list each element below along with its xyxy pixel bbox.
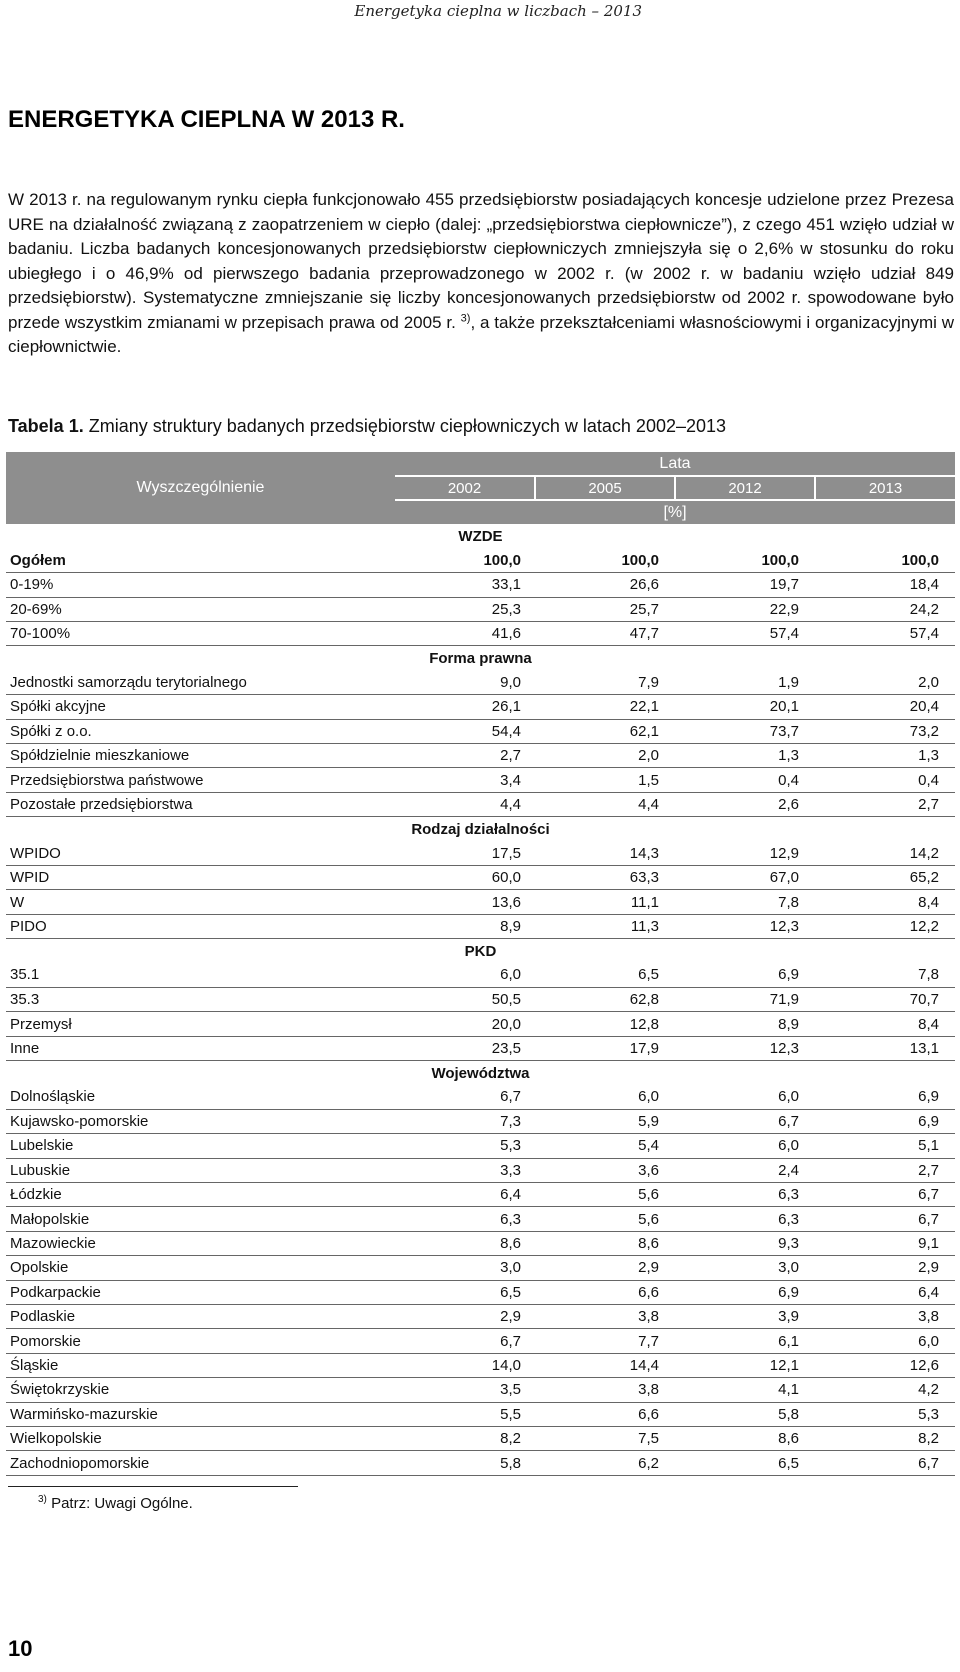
value-cell: 8,2 <box>815 1426 955 1450</box>
table-row <box>6 1109 955 1133</box>
row-label: Mazowieckie <box>6 1231 395 1255</box>
value-cell: 7,8 <box>675 890 815 914</box>
value-cell: 50,5 <box>395 987 535 1011</box>
value-cell: 70,7 <box>815 987 955 1011</box>
row-label: Spółki z o.o. <box>6 719 395 743</box>
row-label: W <box>6 890 395 914</box>
table-row <box>6 1378 955 1402</box>
value-cell: 26,1 <box>395 695 535 719</box>
value-cell: 6,0 <box>675 1085 815 1109</box>
value-cell: 13,1 <box>815 1036 955 1060</box>
value-cell: 6,7 <box>395 1085 535 1109</box>
value-cell: 1,9 <box>675 670 815 694</box>
row-label: Inne <box>6 1036 395 1060</box>
value-cell: 8,6 <box>675 1426 815 1450</box>
value-cell: 22,1 <box>535 695 675 719</box>
row-label: Małopolskie <box>6 1207 395 1231</box>
value-cell: 3,8 <box>535 1378 675 1402</box>
value-cell: 14,3 <box>535 841 675 865</box>
value-cell: 8,9 <box>675 1012 815 1036</box>
table-row <box>6 841 955 865</box>
table-row <box>6 670 955 694</box>
value-cell: 5,6 <box>535 1183 675 1207</box>
table-caption-text: Zmiany struktury badanych przedsiębiorstw ciepłowniczych w latach 2002–2013 <box>83 416 727 436</box>
value-cell: 33,1 <box>395 573 535 597</box>
value-cell: 20,0 <box>395 1012 535 1036</box>
row-label: Spółki akcyjne <box>6 695 395 719</box>
row-label: Podkarpackie <box>6 1280 395 1304</box>
table-row <box>6 987 955 1011</box>
section-header-row <box>6 1061 955 1085</box>
row-label: 0-19% <box>6 573 395 597</box>
value-cell: 4,1 <box>675 1378 815 1402</box>
value-cell: 17,5 <box>395 841 535 865</box>
row-label: Jednostki samorządu terytorialnego <box>6 670 395 694</box>
row-label: PIDO <box>6 914 395 938</box>
value-cell: 6,9 <box>675 1280 815 1304</box>
value-cell: 6,2 <box>535 1451 675 1475</box>
table-row <box>6 963 955 987</box>
section-title: WZDE <box>6 524 955 548</box>
value-cell: 57,4 <box>675 622 815 646</box>
value-cell: 4,4 <box>395 792 535 816</box>
value-cell: 0,4 <box>815 768 955 792</box>
value-cell: 65,2 <box>815 865 955 889</box>
value-cell: 12,9 <box>675 841 815 865</box>
value-cell: 12,3 <box>675 914 815 938</box>
row-label: Przedsiębiorstwa państwowe <box>6 768 395 792</box>
row-label: Spółdzielnie mieszkaniowe <box>6 744 395 768</box>
value-cell: 25,7 <box>535 597 675 621</box>
footnote-marker: 3) <box>38 1494 47 1505</box>
value-cell: 6,0 <box>815 1329 955 1353</box>
section-header-row <box>6 939 955 963</box>
value-cell: 6,5 <box>675 1451 815 1475</box>
table-row <box>6 890 955 914</box>
value-cell: 1,3 <box>675 744 815 768</box>
value-cell: 7,7 <box>535 1329 675 1353</box>
value-cell: 6,3 <box>675 1183 815 1207</box>
footnote-text: Patrz: Uwagi Ogólne. <box>46 1495 193 1512</box>
value-cell: 8,2 <box>395 1426 535 1450</box>
row-label: WPID <box>6 865 395 889</box>
section-title: PKD <box>6 939 955 963</box>
row-label: Wielkopolskie <box>6 1426 395 1450</box>
value-cell: 6,0 <box>395 963 535 987</box>
value-cell: 3,0 <box>675 1256 815 1280</box>
row-label: WPIDO <box>6 841 395 865</box>
data-table <box>6 452 955 1476</box>
value-cell: 5,1 <box>815 1134 955 1158</box>
section-title: Rodzaj działalności <box>6 817 955 841</box>
value-cell: 73,7 <box>675 719 815 743</box>
row-label: Opolskie <box>6 1256 395 1280</box>
row-label: Podlaskie <box>6 1305 395 1329</box>
value-cell: 2,4 <box>675 1158 815 1182</box>
table-row <box>6 1451 955 1475</box>
row-label: Lubelskie <box>6 1134 395 1158</box>
value-cell: 26,6 <box>535 573 675 597</box>
row-label: Świętokrzyskie <box>6 1378 395 1402</box>
value-cell: 18,4 <box>815 573 955 597</box>
value-cell: 13,6 <box>395 890 535 914</box>
value-cell: 5,3 <box>395 1134 535 1158</box>
value-cell: 60,0 <box>395 865 535 889</box>
value-cell: 6,4 <box>395 1183 535 1207</box>
table-row <box>6 719 955 743</box>
row-label: Śląskie <box>6 1353 395 1377</box>
value-cell: 11,3 <box>535 914 675 938</box>
value-cell: 41,6 <box>395 622 535 646</box>
section-title: Województwa <box>6 1061 955 1085</box>
section-header-row <box>6 524 955 548</box>
value-cell: 14,2 <box>815 841 955 865</box>
table-row <box>6 1426 955 1450</box>
value-cell: 6,5 <box>395 1280 535 1304</box>
value-cell: 2,9 <box>815 1256 955 1280</box>
value-cell: 24,2 <box>815 597 955 621</box>
table-row <box>6 1280 955 1304</box>
row-label: Zachodniopomorskie <box>6 1451 395 1475</box>
value-cell: 67,0 <box>675 865 815 889</box>
unit-header: [%] <box>395 500 955 524</box>
table-row <box>6 1012 955 1036</box>
table-row <box>6 1353 955 1377</box>
table-row <box>6 573 955 597</box>
row-label: Łódzkie <box>6 1183 395 1207</box>
table-caption <box>8 416 726 437</box>
value-cell: 3,6 <box>535 1158 675 1182</box>
intro-text-part-1: W 2013 r. na regulowanym rynku ciepła funkcjonowało 455 przedsiębiorstw posiadających koncesje udzielone przez Prezesa URE na działalność związaną z zaopatrzeniem w ciepło (dalej: „przedsiębiorstwa ciepłownicze”), z czego 451 wzięło udział w badaniu. Liczba badanych koncesjonowanych przedsiębiorstw ciepłowniczych zmniejszyła się o 2,6% w stosunku do roku ubiegłego i o 46,9% od pierwszego badania przeprowadzonego w 2002 r. (w 2002 r. w badaniu wzięło udział 849 przedsiębiorstw). Systematyczne zmniejszanie się liczby koncesjonowanych przedsiębiorstw od 2002 r. spowodowane było przede wszystkim zmianami w przepisach prawa od 2005 r. <box>8 190 954 332</box>
value-cell: 5,5 <box>395 1402 535 1426</box>
page-number: 10 <box>8 1636 33 1661</box>
value-cell: 62,8 <box>535 987 675 1011</box>
value-cell: 6,5 <box>535 963 675 987</box>
table-row <box>6 792 955 816</box>
table-row <box>6 1329 955 1353</box>
value-cell: 100,0 <box>535 548 675 572</box>
value-cell: 2,6 <box>675 792 815 816</box>
row-label: Pozostałe przedsiębiorstwa <box>6 792 395 816</box>
value-cell: 5,8 <box>675 1402 815 1426</box>
header-row-group <box>6 452 955 476</box>
value-cell: 25,3 <box>395 597 535 621</box>
value-cell: 6,7 <box>395 1329 535 1353</box>
value-cell: 6,3 <box>675 1207 815 1231</box>
value-cell: 6,9 <box>675 963 815 987</box>
footnote-separator <box>8 1486 298 1487</box>
table-row <box>6 622 955 646</box>
value-cell: 5,4 <box>535 1134 675 1158</box>
row-label: Pomorskie <box>6 1329 395 1353</box>
table-row <box>6 548 955 572</box>
value-cell: 3,4 <box>395 768 535 792</box>
value-cell: 54,4 <box>395 719 535 743</box>
value-cell: 9,3 <box>675 1231 815 1255</box>
value-cell: 22,9 <box>675 597 815 621</box>
table-row <box>6 1134 955 1158</box>
value-cell: 2,9 <box>395 1305 535 1329</box>
section-header-row <box>6 817 955 841</box>
value-cell: 12,1 <box>675 1353 815 1377</box>
value-cell: 6,4 <box>815 1280 955 1304</box>
value-cell: 6,7 <box>815 1207 955 1231</box>
table-row <box>6 1158 955 1182</box>
value-cell: 3,0 <box>395 1256 535 1280</box>
table-row <box>6 1036 955 1060</box>
value-cell: 2,7 <box>395 744 535 768</box>
value-cell: 2,7 <box>815 792 955 816</box>
value-cell: 3,9 <box>675 1305 815 1329</box>
value-cell: 1,3 <box>815 744 955 768</box>
row-label: Dolnośląskie <box>6 1085 395 1109</box>
table-caption-label: Tabela 1. <box>8 416 84 436</box>
value-cell: 47,7 <box>535 622 675 646</box>
value-cell: 12,6 <box>815 1353 955 1377</box>
year-header: 2002 <box>395 476 535 500</box>
value-cell: 14,0 <box>395 1353 535 1377</box>
column-header-description: Wyszczególnienie <box>6 452 395 524</box>
table-row <box>6 597 955 621</box>
year-header: 2013 <box>815 476 955 500</box>
row-label: 35.1 <box>6 963 395 987</box>
value-cell: 23,5 <box>395 1036 535 1060</box>
value-cell: 5,9 <box>535 1109 675 1133</box>
value-cell: 6,7 <box>815 1183 955 1207</box>
footnote-reference: 3) <box>460 311 471 324</box>
value-cell: 19,7 <box>675 573 815 597</box>
table-row <box>6 1402 955 1426</box>
value-cell: 14,4 <box>535 1353 675 1377</box>
value-cell: 73,2 <box>815 719 955 743</box>
section-header-row <box>6 646 955 670</box>
table-row <box>6 768 955 792</box>
running-header: Energetyka cieplna w liczbach – 2013 <box>354 2 642 20</box>
value-cell: 62,1 <box>535 719 675 743</box>
value-cell: 12,8 <box>535 1012 675 1036</box>
value-cell: 7,8 <box>815 963 955 987</box>
table-row <box>6 1256 955 1280</box>
table-row <box>6 1183 955 1207</box>
value-cell: 4,4 <box>535 792 675 816</box>
value-cell: 20,1 <box>675 695 815 719</box>
value-cell: 20,4 <box>815 695 955 719</box>
value-cell: 6,3 <box>395 1207 535 1231</box>
value-cell: 0,4 <box>675 768 815 792</box>
value-cell: 9,0 <box>395 670 535 694</box>
value-cell: 6,9 <box>815 1085 955 1109</box>
value-cell: 2,9 <box>535 1256 675 1280</box>
value-cell: 5,8 <box>395 1451 535 1475</box>
value-cell: 71,9 <box>675 987 815 1011</box>
value-cell: 6,0 <box>675 1134 815 1158</box>
value-cell: 4,2 <box>815 1378 955 1402</box>
value-cell: 5,6 <box>535 1207 675 1231</box>
intro-paragraph <box>8 188 954 360</box>
table-row <box>6 1231 955 1255</box>
year-header: 2005 <box>535 476 675 500</box>
value-cell: 100,0 <box>675 548 815 572</box>
value-cell: 6,1 <box>675 1329 815 1353</box>
value-cell: 6,6 <box>535 1402 675 1426</box>
value-cell: 6,7 <box>815 1451 955 1475</box>
value-cell: 6,7 <box>675 1109 815 1133</box>
table-row <box>6 865 955 889</box>
value-cell: 6,6 <box>535 1280 675 1304</box>
row-label: 35.3 <box>6 987 395 1011</box>
value-cell: 5,3 <box>815 1402 955 1426</box>
value-cell: 17,9 <box>535 1036 675 1060</box>
value-cell: 2,0 <box>815 670 955 694</box>
value-cell: 3,3 <box>395 1158 535 1182</box>
value-cell: 8,6 <box>535 1231 675 1255</box>
value-cell: 8,9 <box>395 914 535 938</box>
value-cell: 7,3 <box>395 1109 535 1133</box>
value-cell: 9,1 <box>815 1231 955 1255</box>
table-row <box>6 914 955 938</box>
value-cell: 100,0 <box>815 548 955 572</box>
value-cell: 8,4 <box>815 890 955 914</box>
row-label: Warmińsko-mazurskie <box>6 1402 395 1426</box>
row-label: Ogółem <box>6 548 395 572</box>
value-cell: 100,0 <box>395 548 535 572</box>
table-row <box>6 744 955 768</box>
value-cell: 11,1 <box>535 890 675 914</box>
table-row <box>6 1207 955 1231</box>
value-cell: 12,3 <box>675 1036 815 1060</box>
value-cell: 8,4 <box>815 1012 955 1036</box>
value-cell: 3,8 <box>535 1305 675 1329</box>
row-label: Kujawsko-pomorskie <box>6 1109 395 1133</box>
value-cell: 6,0 <box>535 1085 675 1109</box>
value-cell: 8,6 <box>395 1231 535 1255</box>
row-label: Lubuskie <box>6 1158 395 1182</box>
intro-text-part-2: , a także przekształceniami własnościowymi i organizacyjnymi w ciepłownictwie. <box>8 312 954 356</box>
column-group-header-years: Lata <box>395 452 955 476</box>
section-title: Forma prawna <box>6 646 955 670</box>
footnote <box>38 1494 193 1512</box>
row-label: 70-100% <box>6 622 395 646</box>
value-cell: 3,5 <box>395 1378 535 1402</box>
table-body <box>6 524 955 1475</box>
table-row <box>6 1085 955 1109</box>
value-cell: 7,9 <box>535 670 675 694</box>
value-cell: 1,5 <box>535 768 675 792</box>
value-cell: 2,0 <box>535 744 675 768</box>
table-row <box>6 1305 955 1329</box>
value-cell: 7,5 <box>535 1426 675 1450</box>
value-cell: 3,8 <box>815 1305 955 1329</box>
year-header: 2012 <box>675 476 815 500</box>
value-cell: 2,7 <box>815 1158 955 1182</box>
value-cell: 6,9 <box>815 1109 955 1133</box>
document-title: ENERGETYKA CIEPLNA W 2013 R. <box>8 106 405 133</box>
row-label: 20-69% <box>6 597 395 621</box>
value-cell: 63,3 <box>535 865 675 889</box>
table-row <box>6 695 955 719</box>
value-cell: 12,2 <box>815 914 955 938</box>
value-cell: 57,4 <box>815 622 955 646</box>
row-label: Przemysł <box>6 1012 395 1036</box>
